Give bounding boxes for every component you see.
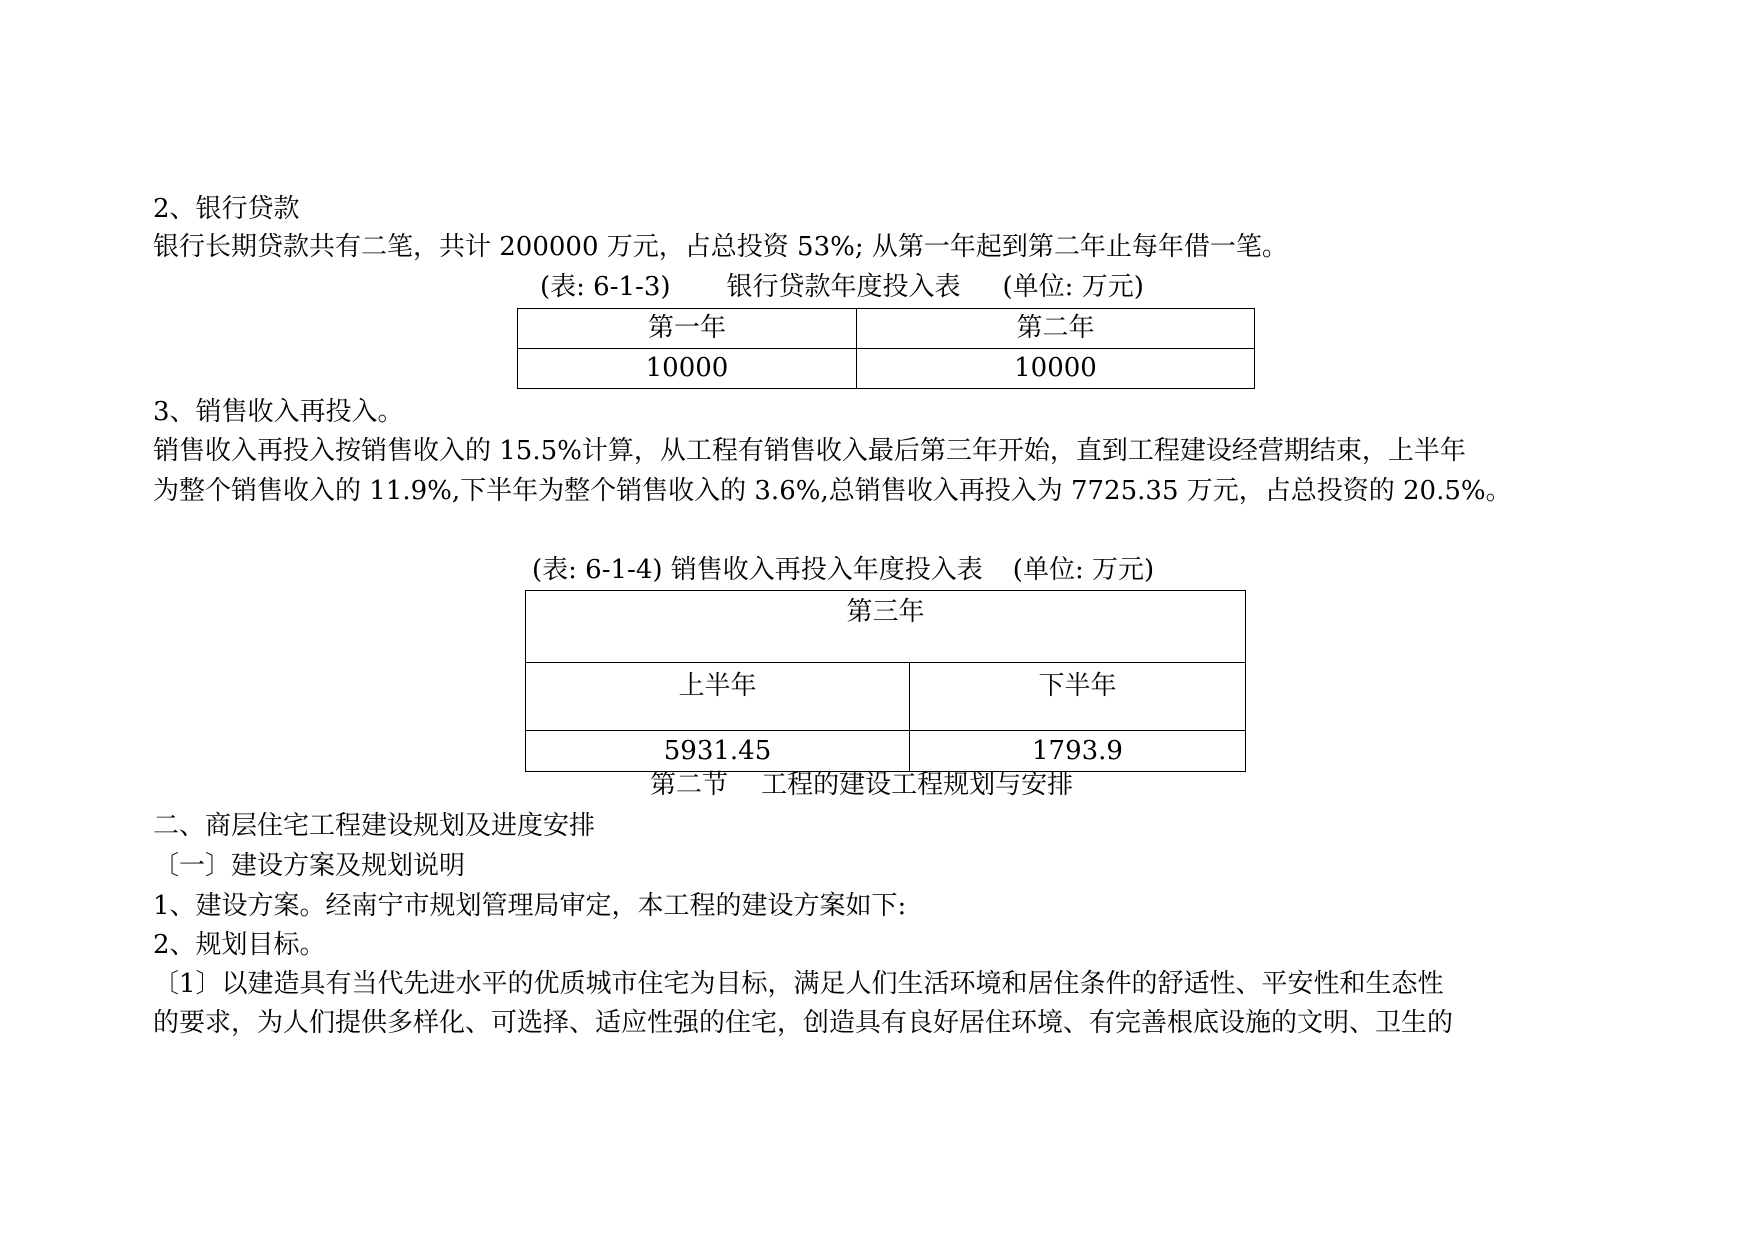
table-value-cell: 1793.9 [910,731,1246,772]
outline-para1-line2: 的要求，为人们提供多样化、可选择、适应性强的住宅，创造具有良好居住环境、有完善根底设施的文明、卫生的 [153,1008,1454,1038]
outline-item2: 2、规划目标。 [153,930,326,960]
section-bank-loan-heading: 2、银行贷款 [153,194,300,224]
table-header-cell: 第一年 [518,309,857,349]
table-6-1-4-caption [532,553,1154,587]
table-caption-code: (表: 6-1-4) [532,555,663,585]
table-caption-title: 销售收入再投入年度投入表 [670,555,983,585]
section-reinvest-heading: 3、销售收入再投入。 [153,397,404,427]
table-6-1-3-caption [540,270,1144,304]
table-value-cell: 10000 [518,349,857,389]
section-bank-loan-body: 银行长期贷款共有二笔，共计 200000 万元，占总投资 53%; 从第一年起到第二年止每年借一笔。 [153,232,1288,262]
table-header-cell: 第二年 [857,309,1255,349]
section-reinvest-body-line1: 销售收入再投入按销售收入的 15.5%计算，从工程有销售收入最后第三年开始，直到工程建设经营期结束，上半年 [153,436,1466,466]
table-caption-title: 银行贷款年度投入表 [726,272,961,302]
outline-para1-line1: 〔1〕以建造具有当代先进水平的优质城市住宅为目标，满足人们生活环境和居住条件的舒适性、平安性和生态性 [153,969,1444,999]
table-header-cell: 上半年 [526,663,910,731]
outline-h3: 〔一〕建设方案及规划说明 [153,851,466,881]
table-value-cell: 10000 [857,349,1255,389]
section-reinvest-body-line2: 为整个销售收入的 11.9%,下半年为整个销售收入的 3.6%,总销售收入再投入为 7725.35 万元，占总投资的 20.5%。 [153,476,1512,506]
table-caption-code: (表: 6-1-3) [540,272,671,302]
section-number: 第二节 [650,770,729,800]
table-caption-unit: (单位: 万元) [1012,555,1155,585]
table-top-header-cell: 第三年 [526,591,1246,663]
chapter-section-title [650,768,1073,802]
table-caption-unit: (单位: 万元) [1002,272,1144,302]
bank-loan-table [517,308,1255,389]
table-header-cell: 下半年 [910,663,1246,731]
outline-item1: 1、建设方案。经南宁市规划管理局审定，本工程的建设方案如下: [153,891,907,921]
section-title: 工程的建设工程规划与安排 [761,770,1074,800]
outline-h2: 二、商层住宅工程建设规划及进度安排 [153,811,596,841]
reinvest-table [525,590,1246,772]
table-value-cell: 5931.45 [526,731,910,772]
